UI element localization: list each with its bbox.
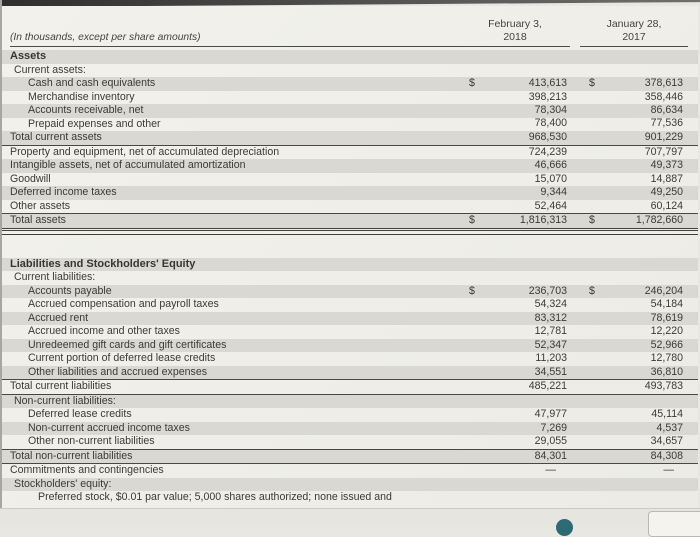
value-2017-cell bbox=[580, 464, 688, 478]
value-2018-cell bbox=[460, 186, 570, 200]
value-2018: 46,666 bbox=[534, 159, 567, 171]
table-row bbox=[2, 271, 698, 285]
value-2017-cell bbox=[580, 366, 688, 380]
table-row bbox=[2, 312, 698, 326]
table-row bbox=[2, 91, 698, 105]
row-label: Commitments and contingencies bbox=[10, 464, 164, 476]
row-label: Total current liabilities bbox=[10, 380, 112, 392]
value-2018-cell bbox=[460, 435, 570, 449]
value-2017: 493,783 bbox=[644, 380, 683, 392]
value-2017-cell bbox=[580, 214, 688, 228]
value-2017-cell bbox=[580, 104, 688, 118]
value-2018-cell bbox=[460, 77, 570, 91]
row-label: Accrued rent bbox=[28, 311, 89, 324]
row-label: Deferred lease credits bbox=[28, 408, 132, 420]
table-row bbox=[2, 352, 698, 366]
value-2018: 34,551 bbox=[534, 365, 567, 378]
value-2018-cell bbox=[460, 91, 570, 105]
value-2017-cell bbox=[580, 173, 688, 187]
value-2018: 47,977 bbox=[534, 408, 567, 420]
row-label: Accrued compensation and payroll taxes bbox=[28, 298, 219, 310]
value-2017: 77,536 bbox=[623, 117, 688, 132]
table-row bbox=[2, 159, 698, 173]
table-row bbox=[2, 118, 698, 132]
value-2018: 83,312 bbox=[534, 311, 567, 324]
table-row bbox=[2, 491, 698, 505]
value-2017-cell bbox=[580, 422, 688, 436]
value-2018: 11,203 bbox=[535, 352, 567, 364]
row-label: Non-current liabilities: bbox=[14, 394, 116, 407]
value-2017: 54,184 bbox=[650, 298, 683, 310]
value-2017-cell bbox=[580, 380, 688, 394]
value-2017-cell bbox=[580, 131, 688, 145]
table-row bbox=[2, 50, 698, 64]
row-label: Current portion of deferred lease credits bbox=[28, 352, 216, 364]
units-note bbox=[10, 31, 462, 47]
table-row bbox=[2, 325, 698, 339]
value-2018: 78,304 bbox=[534, 104, 567, 116]
table-row bbox=[2, 131, 698, 146]
table-header bbox=[2, 6, 698, 47]
value-2018-cell bbox=[460, 339, 570, 353]
value-2018-cell bbox=[460, 312, 570, 326]
row-label: Intangible assets, net of accumulated amortization bbox=[10, 159, 246, 171]
value-2018: 413,613 bbox=[528, 77, 567, 89]
dollar-sign: $ bbox=[469, 284, 475, 297]
value-2017: 246,204 bbox=[644, 284, 683, 297]
table-row bbox=[2, 464, 698, 478]
value-2017: 52,966 bbox=[650, 338, 683, 351]
table-row bbox=[2, 478, 698, 492]
row-label: Preferred stock, $0.01 par value; 5,000 shares authorized; none issued and bbox=[38, 491, 392, 503]
row-label: Total current assets bbox=[10, 131, 102, 143]
cursor-dot bbox=[556, 519, 573, 536]
value-2017: 78,619 bbox=[650, 311, 683, 324]
value-2018: 485,221 bbox=[528, 380, 567, 392]
partial-button[interactable] bbox=[648, 511, 700, 537]
value-2018-cell bbox=[460, 408, 570, 422]
table-row bbox=[2, 380, 698, 395]
value-2018-cell bbox=[460, 352, 570, 366]
value-2018: 7,269 bbox=[540, 421, 567, 434]
value-2017: 901,229 bbox=[644, 131, 683, 143]
dollar-sign: $ bbox=[469, 77, 475, 89]
value-2017-cell bbox=[580, 118, 688, 132]
value-2018: 52,347 bbox=[534, 338, 567, 351]
row-label: Non-current accrued income taxes bbox=[28, 421, 190, 434]
value-2017: 14,887 bbox=[650, 172, 683, 185]
value-2017: 49,250 bbox=[650, 186, 683, 198]
value-2017: 707,797 bbox=[644, 145, 683, 158]
value-2017: — bbox=[663, 464, 674, 476]
dollar-sign: $ bbox=[589, 214, 595, 226]
row-label: Accrued income and other taxes bbox=[28, 325, 180, 337]
value-2018-cell bbox=[460, 422, 570, 436]
value-2018-cell bbox=[460, 200, 570, 214]
value-2018: — bbox=[545, 464, 556, 476]
value-2017-cell bbox=[580, 159, 688, 173]
column-header-line1: February 3, bbox=[488, 18, 542, 30]
value-2018-cell bbox=[460, 464, 570, 478]
table-row bbox=[2, 64, 698, 78]
table-row bbox=[2, 200, 698, 215]
column-header-feb-2018 bbox=[460, 18, 570, 47]
value-2017: 60,124 bbox=[650, 199, 683, 212]
table-row bbox=[2, 173, 698, 187]
value-2017: 378,613 bbox=[644, 77, 683, 89]
column-header-line2: 2017 bbox=[622, 31, 646, 43]
bottom-strip bbox=[0, 508, 700, 527]
value-2017-cell bbox=[580, 339, 688, 353]
row-label: Property and equipment, net of accumulated depreciation bbox=[10, 145, 280, 158]
value-2018: 236,703 bbox=[528, 284, 567, 297]
row-label: Cash and cash equivalents bbox=[28, 77, 156, 89]
value-2017: 45,114 bbox=[651, 408, 683, 420]
value-2017-cell bbox=[580, 91, 688, 105]
value-2018: 12,781 bbox=[534, 325, 567, 337]
value-2017: 12,220 bbox=[650, 325, 683, 337]
value-2018-cell bbox=[460, 146, 570, 160]
value-2017-cell bbox=[580, 285, 688, 299]
dollar-sign: $ bbox=[469, 214, 475, 226]
value-2018: 78,400 bbox=[507, 117, 570, 132]
table-row bbox=[2, 186, 698, 200]
value-2017: 86,634 bbox=[650, 104, 683, 116]
row-label: Prepaid expenses and other bbox=[28, 117, 161, 130]
value-2017: 12,780 bbox=[650, 352, 683, 364]
row-label: Other liabilities and accrued expenses bbox=[28, 365, 208, 378]
row-label: Merchandise inventory bbox=[28, 90, 135, 103]
value-2017-cell bbox=[580, 200, 688, 214]
value-2018-cell bbox=[460, 118, 570, 132]
value-2017-cell bbox=[580, 312, 688, 326]
row-label: Other non-current liabilities bbox=[28, 435, 155, 447]
table-row bbox=[2, 408, 698, 422]
value-2017-cell bbox=[580, 186, 688, 200]
value-2017-cell bbox=[580, 146, 688, 160]
value-2018-cell bbox=[460, 325, 570, 339]
row-label: Unredeemed gift cards and gift certificates bbox=[28, 338, 227, 351]
column-header-jan-2017 bbox=[580, 18, 688, 47]
row-label: Goodwill bbox=[10, 172, 51, 185]
value-2018: 724,239 bbox=[528, 145, 567, 158]
value-2018: 1,816,313 bbox=[519, 214, 567, 226]
table-row bbox=[2, 339, 698, 353]
value-2018-cell bbox=[460, 380, 570, 394]
table-row bbox=[2, 77, 698, 91]
value-2017: 4,537 bbox=[656, 421, 683, 434]
value-2018-cell bbox=[460, 366, 570, 380]
table-row bbox=[2, 214, 698, 229]
value-2017-cell bbox=[580, 435, 688, 449]
value-2018-cell bbox=[460, 104, 570, 118]
row-label: Deferred income taxes bbox=[10, 186, 117, 198]
table-row bbox=[2, 435, 698, 450]
table-row bbox=[2, 146, 698, 160]
value-2017-cell bbox=[580, 77, 688, 91]
value-2018: 52,464 bbox=[534, 199, 567, 212]
table-row bbox=[2, 104, 698, 118]
row-label: Total non-current liabilities bbox=[10, 449, 133, 462]
value-2017: 36,810 bbox=[650, 365, 683, 378]
row-label: Current liabilities: bbox=[14, 271, 96, 283]
units-note-text: (In thousands, except per share amounts) bbox=[10, 32, 201, 43]
value-2017-cell bbox=[580, 298, 688, 312]
value-2018: 84,301 bbox=[534, 449, 567, 462]
table-row bbox=[2, 285, 698, 299]
row-label: Liabilities and Stockholders' Equity bbox=[10, 257, 196, 270]
value-2018: 398,213 bbox=[528, 90, 567, 103]
row-label: Assets bbox=[10, 50, 47, 62]
value-2017: 84,308 bbox=[650, 449, 683, 462]
table-row bbox=[2, 395, 698, 409]
value-2018: 968,530 bbox=[528, 131, 567, 143]
value-2017: 49,373 bbox=[650, 159, 683, 171]
value-2017-cell bbox=[580, 352, 688, 366]
table-row bbox=[2, 298, 698, 312]
value-2018: 15,070 bbox=[534, 172, 567, 185]
value-2018: 9,344 bbox=[540, 186, 567, 198]
value-2018-cell bbox=[460, 159, 570, 173]
column-header-line2: 2018 bbox=[503, 31, 527, 43]
value-2018-cell bbox=[460, 450, 570, 464]
value-2018-cell bbox=[460, 298, 570, 312]
value-2018-cell bbox=[460, 131, 570, 145]
row-label: Stockholders' equity: bbox=[14, 477, 112, 490]
value-2017-cell bbox=[580, 408, 688, 422]
balance-sheet-rows bbox=[2, 50, 698, 505]
value-2018-cell bbox=[460, 214, 570, 228]
table-row bbox=[2, 422, 698, 436]
row-label: Accounts payable bbox=[28, 284, 112, 297]
value-2017: 358,446 bbox=[644, 90, 683, 103]
column-header-line1: January 28, bbox=[606, 18, 662, 30]
row-label: Other assets bbox=[10, 199, 71, 212]
value-2018: 54,324 bbox=[534, 298, 567, 310]
value-2018-cell bbox=[460, 173, 570, 187]
value-2017: 34,657 bbox=[650, 435, 683, 447]
value-2018-cell bbox=[460, 285, 570, 299]
balance-sheet-page bbox=[2, 6, 698, 508]
value-2017-cell bbox=[580, 450, 688, 464]
row-label: Current assets: bbox=[14, 63, 86, 76]
value-2017-cell bbox=[580, 325, 688, 339]
row-label: Accounts receivable, net bbox=[28, 104, 144, 116]
value-2017: 1,782,660 bbox=[635, 214, 683, 226]
value-2018: 29,055 bbox=[534, 435, 567, 447]
dollar-sign: $ bbox=[589, 77, 595, 89]
dollar-sign: $ bbox=[589, 284, 595, 297]
table-row bbox=[2, 366, 698, 381]
table-row bbox=[2, 450, 698, 465]
row-label: Total assets bbox=[10, 214, 66, 226]
table-row bbox=[2, 258, 698, 272]
